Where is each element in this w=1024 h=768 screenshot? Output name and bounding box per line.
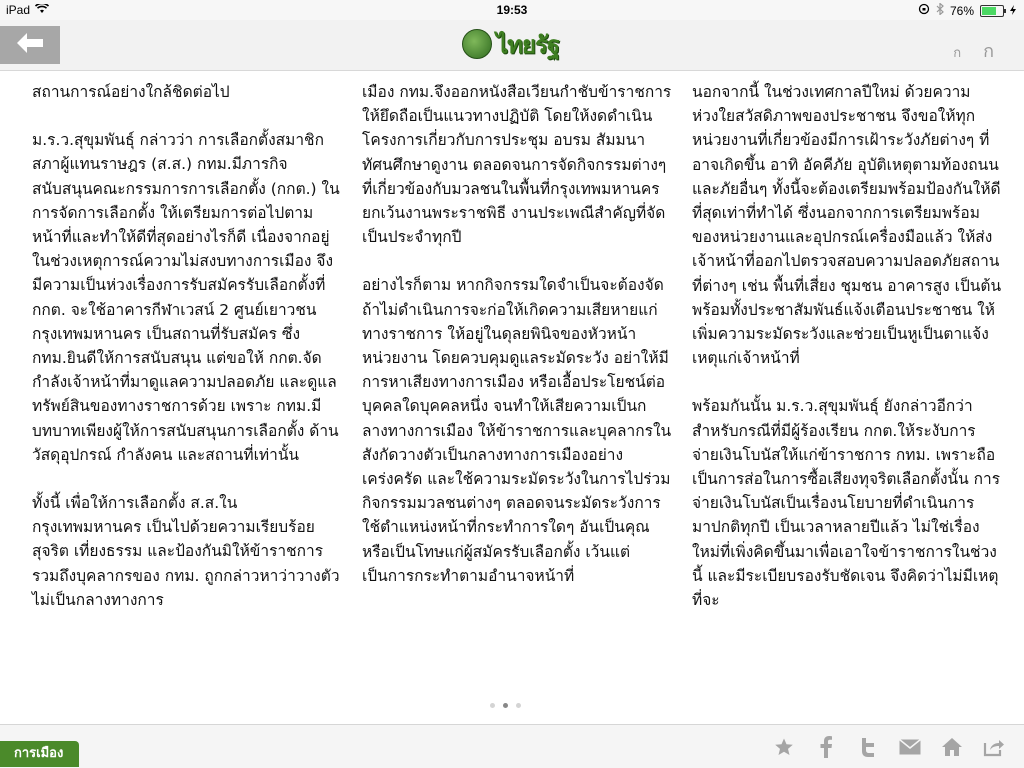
star-icon[interactable] xyxy=(772,735,796,759)
status-right xyxy=(918,3,1016,18)
device-name: iPad xyxy=(6,3,31,17)
back-button[interactable] xyxy=(0,26,60,64)
page-dot[interactable] xyxy=(503,703,508,708)
nav-bar xyxy=(0,20,1024,71)
facebook-icon[interactable] xyxy=(814,735,838,759)
logo-emblem-icon xyxy=(462,29,492,59)
bluetooth-icon xyxy=(936,3,944,18)
app-logo xyxy=(462,28,559,60)
section-tag[interactable]: การเมือง xyxy=(0,741,79,767)
orientation-lock-icon xyxy=(918,3,930,18)
font-size-controls xyxy=(953,36,994,65)
font-increase-button[interactable]: ก xyxy=(983,41,994,62)
article-column-1 xyxy=(32,80,342,636)
paragraph: พร้อมกันนั้น ม.ร.ว.สุขุมพันธุ์ ยังกล่าวอีกว่า สำหรับกรณีที่มีผู้ร้องเรียน กกต.ให้ระงับการจ่ายเงินโบนัสให้แก่ข้าราชการ กทม. เพราะถือเป็นการส่อในการซื้อเสียงทุจริตเลือกตั้งนั้น การจ่ายเงินโบนัสเป็นเรื่องนโยบายที่ดำเนินการมาปกติทุกปี เป็นเวลาหลายปีแล้ว ไม่ใช่เรื่องใหม่ที่เพิ่งคิดขึ้นมาเพื่อเอาใจข้าราชการในช่วงนี้ และมีระเบียบรองรับชัดเจน จึงคิดว่าไม่มีเหตุที่จะ xyxy=(692,397,1001,610)
page-dot[interactable] xyxy=(490,703,495,708)
article-column-2 xyxy=(362,80,672,612)
twitter-icon[interactable] xyxy=(856,735,880,759)
status-time: 19:53 xyxy=(496,3,528,17)
share-icon[interactable] xyxy=(982,735,1006,759)
page-dot[interactable] xyxy=(516,703,521,708)
paragraph: สถานการณ์อย่างใกล้ชิดต่อไป xyxy=(32,83,230,101)
article-column-3 xyxy=(692,80,1002,636)
battery-percent: 76% xyxy=(949,3,974,18)
article-body xyxy=(0,72,1024,700)
mail-icon[interactable] xyxy=(898,735,922,759)
paragraph: เมือง กทม.จึงออกหนังสือเวียนกำชับข้าราชการ ให้ยึดถือเป็นแนวทางปฏิบัติ โดยให้งดดำเนินโครงการเกี่ยวกับการประชุม อบรม สัมมนา ทัศนศึกษาดูงาน ตลอดจนการจัดกิจกรรมต่างๆ ที่เกี่ยวข้องกับมวลชนในพื้นที่กรุงเทพมหานคร ยกเว้นงานพระราชพิธี งานประเพณีสำคัญที่จัดเป็นประจำทุกปี xyxy=(362,83,672,247)
paragraph: อย่างไรก็ตาม หากกิจกรรมใดจำเป็นจะต้องจัด ถ้าไม่ดำเนินการจะก่อให้เกิดความเสียหายแก่ทางราชการ ให้อยู่ในดุลยพินิจของหัวหน้าหน่วยงาน โดยควบคุมดูแลระมัดระวัง อย่าให้มีการหาเสียงทางการเมือง หรือเอื้อประโยชน์ต่อบุคคลใดบุคคลหนึ่ง จนทำให้เสียความเป็นกลางทางการเมือง ให้ข้าราชการและบุคลากรในสังกัดวางตัวเป็นกลางทางการเมืองอย่างเคร่งครัด และใช้ความระมัดระวังในการไปร่วมกิจกรรมมวลชนต่างๆ ตลอดจนระมัดระวังการใช้ตำแหน่งหน้าที่กระทำการใดๆ อันเป็นคุณ หรือเป็นโทษแก่ผู้สมัครรับเลือกตั้ง เว้นแต่เป็นการกระทำตามอำนาจหน้าที่ xyxy=(362,276,672,585)
font-decrease-button[interactable]: ก xyxy=(953,46,962,61)
battery-icon xyxy=(980,5,1004,17)
page-indicator[interactable] xyxy=(490,703,521,708)
status-bar xyxy=(0,0,1024,20)
bottom-toolbar xyxy=(0,724,1024,768)
charging-icon xyxy=(1010,4,1016,18)
arrow-left-icon xyxy=(16,32,44,58)
battery-level xyxy=(982,7,996,15)
home-icon[interactable] xyxy=(940,735,964,759)
paragraph: ม.ร.ว.สุขุมพันธุ์ กล่าวว่า การเลือกตั้งสมาชิกสภาผู้แทนราษฎร (ส.ส.) กทม.มีภารกิจสนับสนุนคณะกรรมการการเลือกตั้ง (กกต.) ในการจัดการเลือกตั้ง ให้เตรียมการต่อไปตามหน้าที่และทำให้ดีที่สุดอย่างไรก็ดี เนื่องจากอยู่ในช่วงเหตุการณ์ความไม่สงบทางการเมือง จึงมีความเป็นห่วงเรื่องการรับสมัครรับเลือกตั้งที่ กกต. จะใช้อาคารกีฬาเวสน์ 2 ศูนย์เยาวชนกรุงเทพมหานคร เป็นสถานที่รับสมัคร ซึ่ง กทม.ยินดีให้การสนับสนุน แต่ขอให้ กกต.จัดกำลังเจ้าหน้าที่มาดูแลความปลอดภัย และดูแลทรัพย์สินของทางราชการด้วย เพราะ กทม.มีบทบาทเพียงผู้ให้การสนับสนุนการเลือกตั้ง ด้านวัสดุอุปกรณ์ กำลังคน และสถานที่เท่านั้น xyxy=(32,131,340,464)
logo-text: ไทยรัฐ xyxy=(496,29,560,59)
toolbar-actions xyxy=(772,735,1006,759)
paragraph: นอกจากนี้ ในช่วงเทศกาลปีใหม่ ด้วยความห่วงใยสวัสดิภาพของประชาชน จึงขอให้ทุกหน่วยงานที่เกี่ยวข้องมีการเฝ้าระวังภัยต่างๆ ที่อาจเกิดขึ้น อาทิ อัคคีภัย อุบัติเหตุตามท้องถนน และภัยอื่นๆ ทั้งนี้จะต้องเตรียมพร้อมป้องกันให้ดีที่สุดเท่าที่ทำได้ ซึ่งนอกจากการเตรียมพร้อมของหน่วยงานและอุปกรณ์เครื่องมือแล้ว ให้ส่งเจ้าหน้าที่ออกไปตรวจสอบความปลอดภัยสถานที่ต่างๆ เช่น พื้นที่เสี่ยง ชุมชน อาคารสูง เป็นต้น พร้อมทั้งประชาสัมพันธ์แจ้งเตือนประชาชน ให้เพิ่มความระมัดระวังและช่วยเป็นหูเป็นตาแจ้งเหตุแก่เจ้าหน้าที่ xyxy=(692,83,1002,368)
paragraph: ทั้งนี้ เพื่อให้การเลือกตั้ง ส.ส.ในกรุงเทพมหานคร เป็นไปด้วยความเรียบร้อย สุจริต เที่ยงธรรม และป้องกันมิให้ข้าราชการ รวมถึงบุคลากรของ กทม. ถูกกล่าวหาว่าวางตัวไม่เป็นกลางทางการ xyxy=(32,494,340,609)
